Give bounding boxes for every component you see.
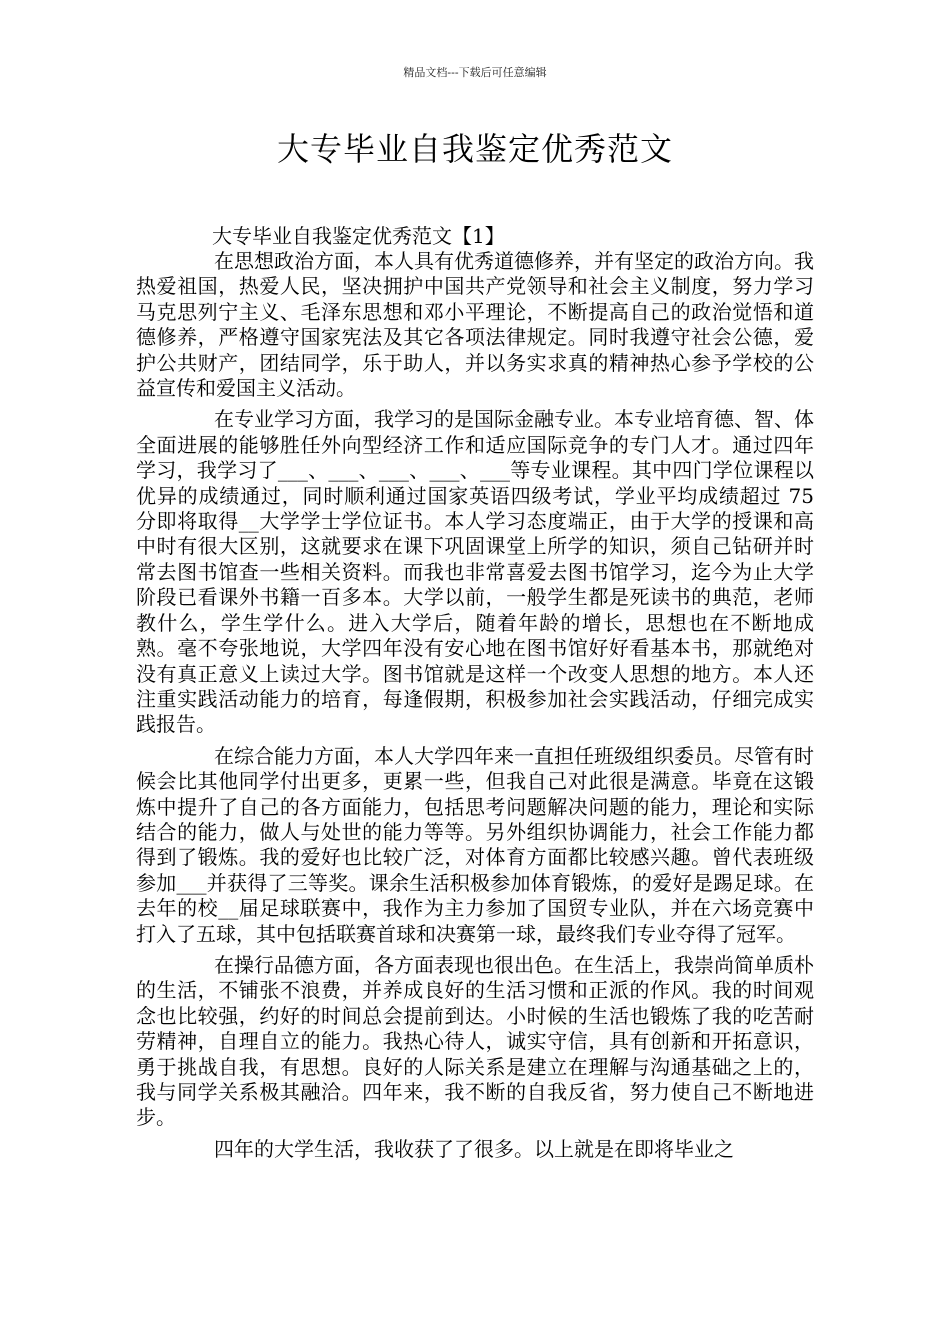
paragraph-conduct: 在操行品德方面，各方面表现也很出色。在生活上，我崇尚简单质朴的生活，不铺张不浪费，并养成良好的生活习惯和正派的作风。我的时间观念也比较强，约好的时间总会提前到达。小时候的生活也锻炼了我的吃苦耐劳精神，自理自立的能力。我热心待人，诚实守信，具有创新和开拓意识，勇于挑战自我，有思想。良好的人际关系是建立在理解与沟通基础之上的，我与同学关系极其融洽。四年来，我不断的自我反省，努力使自己不断地进步。 <box>136 952 814 1130</box>
document-title: 大专毕业自我鉴定优秀范文 <box>276 130 673 168</box>
document-body <box>136 224 814 1168</box>
paragraph-political: 在思想政治方面，本人具有优秀道德修养，并有坚定的政治方向。我热爱祖国，热爱人民，坚决拥护中国共产党领导和社会主义制度，努力学习马克思列宁主义、毛泽东思想和邓小平理论，不断提高自己的政治觉悟和道德修养，严格遵守国家宪法及其它各项法律规定。同时我遵守社会公德，爱护公共财产，团结同学，乐于助人，并以务实求真的精神热心参予学校的公益宣传和爱国主义活动。 <box>136 249 814 401</box>
paragraph-ability: 在综合能力方面，本人大学四年来一直担任班级组织委员。尽管有时候会比其他同学付出更多，更累一些，但我自己对此很是满意。毕竟在这锻炼中提升了自己的各方面能力，包括思考问题解决问题的能力，理论和实际结合的能力，做人与处世的能力等等。另外组织协调能力，社会工作能力都得到了锻炼。我的爱好也比较广泛，对体育方面都比较感兴趣。曾代表班级参加___并获得了三等奖。课余生活积极参加体育锻炼，的爱好是踢足球。在去年的校__届足球联赛中，我作为主力参加了国贸专业队，并在六场竞赛中打入了五球，其中包括联赛首球和决赛第一球，最终我们专业夺得了冠军。 <box>136 743 814 946</box>
section-heading: 大专毕业自我鉴定优秀范文【1】 <box>212 224 505 248</box>
paragraph-study: 在专业学习方面，我学习的是国际金融专业。本专业培育德、智、体全面进展的能够胜任外向型经济工作和适应国际竞争的专门人才。通过四年学习，我学习了___、___、___、___、___等专业课程。其中四门学位课程以优异的成绩通过，同时顺利通过国家英语四级考试，学业平均成绩超过 75 分即将取得__大学学士学位证书。本人学习态度端正，由于大学的授课和高中时有很大区别，这就要求在课下巩固课堂上所学的知识，须自己钻研并时常去图书馆查一些相关资料。而我也非常喜爱去图书馆学习，迄今为止大学阶段已看课外书籍一百多本。大学以前，一般学生都是死读书的典范，老师教什么，学生学什么。进入大学后，随着年龄的增长，思想也在不断地成熟。毫不夸张地说，大学四年没有安心地在图书馆好好看基本书，那就绝对没有真正意义上读过大学。图书馆就是这样一个改变人思想的地方。本人还注重实践活动能力的培育，每逢假期，积极参加社会实践活动，仔细完成实践报告。 <box>136 407 814 737</box>
header-note: 精品文档---下载后可任意编辑 <box>403 66 547 79</box>
paragraph-summary: 四年的大学生活，我收获了了很多。以上就是在即将毕业之 <box>214 1136 734 1161</box>
